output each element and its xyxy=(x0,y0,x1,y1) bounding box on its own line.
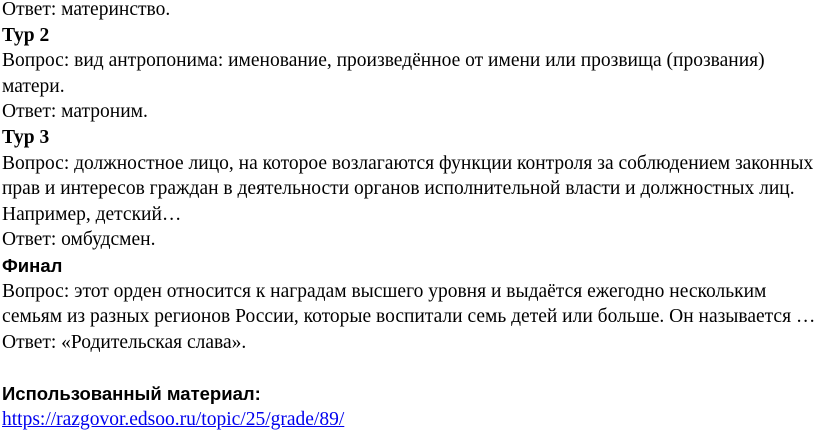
round3-question-line2: прав и интересов граждан в деятельности органов исполнительной власти и должностных лиц. xyxy=(2,178,795,200)
sources-link-line xyxy=(2,407,814,432)
final-answer: Ответ: «Родительская слава». xyxy=(2,331,247,353)
final-question-line2: семьям из разных регионов России, которые воспитали семь детей или больше. Он называется … xyxy=(2,306,816,328)
round2-question-line2: матери. xyxy=(2,75,65,97)
sources-heading: Использованный материал: xyxy=(2,382,261,404)
round3-title: Тур 3 xyxy=(2,126,50,148)
final-question-line1: Вопрос: этот орден относится к наградам высшего уровня и выдаётся ежегодно нескольким xyxy=(2,280,767,302)
round3-question-line3: Например, детский… xyxy=(2,203,182,225)
round1-answer: Ответ: материнство. xyxy=(2,0,171,20)
document-body xyxy=(2,0,814,432)
round2-question-line1: Вопрос: вид антропонима: именование, произведённое от имени или прозвища (прозвания) xyxy=(2,50,765,72)
round2-answer: Ответ: матроним. xyxy=(2,101,148,123)
source-link[interactable]: https://razgovor.edsoo.ru/topic/25/grade/89/ xyxy=(2,408,345,430)
round3-answer: Ответ: омбудсмен. xyxy=(2,229,156,251)
round3-question-line1: Вопрос: должностное лицо, на которое возлагаются функции контроля за соблюдением законных xyxy=(2,152,814,174)
final-title: Финал xyxy=(2,254,63,276)
blank-line xyxy=(2,355,814,381)
round2-title: Тур 2 xyxy=(2,24,50,46)
